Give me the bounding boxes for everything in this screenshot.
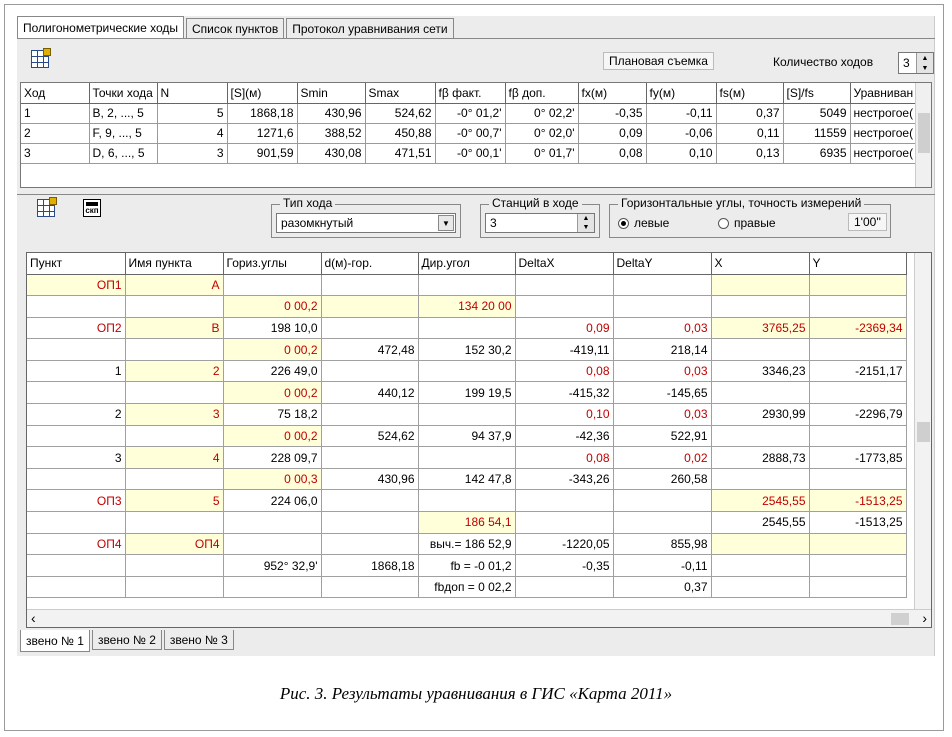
points-vscrollbar[interactable] xyxy=(914,253,931,611)
table-cell[interactable]: 0 00,2 xyxy=(223,382,321,404)
table-cell[interactable]: 0,13 xyxy=(716,143,783,163)
col-header[interactable]: X xyxy=(711,253,809,274)
table-cell[interactable]: 228 09,7 xyxy=(223,447,321,469)
table-cell[interactable]: 1868,18 xyxy=(227,103,297,123)
table-row[interactable] xyxy=(27,274,906,296)
route-type-group xyxy=(271,196,461,238)
table-cell[interactable]: 5 xyxy=(157,103,227,123)
table-cell[interactable]: 75 18,2 xyxy=(223,404,321,426)
table-row[interactable] xyxy=(27,447,906,469)
table-cell[interactable] xyxy=(711,425,809,447)
routes-table xyxy=(21,83,931,164)
table-row[interactable] xyxy=(27,555,906,577)
table-cell[interactable]: 430,96 xyxy=(297,103,365,123)
table-cell[interactable]: 952° 32,9' xyxy=(223,555,321,577)
table-cell[interactable]: ОП3 xyxy=(27,490,125,512)
points-hscrollbar[interactable] xyxy=(27,609,931,627)
table-cell[interactable]: 0,08 xyxy=(578,143,646,163)
table-cell[interactable] xyxy=(515,274,613,296)
table-cell[interactable]: 5049 xyxy=(783,103,850,123)
table-cell[interactable]: 0° 02,2' xyxy=(505,103,578,123)
table-cell[interactable] xyxy=(515,576,613,598)
table-cell[interactable] xyxy=(321,512,418,534)
points-table xyxy=(27,253,907,598)
table-cell[interactable] xyxy=(321,533,418,555)
table-cell[interactable] xyxy=(809,339,906,361)
table-cell[interactable]: -0,06 xyxy=(646,123,716,143)
table-cell[interactable]: B, 2, ..., 5 xyxy=(89,103,157,123)
table-cell[interactable]: 1868,18 xyxy=(321,555,418,577)
col-header[interactable]: fβ доп. xyxy=(505,83,578,103)
table-cell[interactable] xyxy=(223,512,321,534)
table-cell[interactable]: 430,08 xyxy=(297,143,365,163)
table-row[interactable] xyxy=(21,123,930,143)
table-cell[interactable]: 0 00,2 xyxy=(223,339,321,361)
table-cell[interactable]: 2545,55 xyxy=(711,512,809,534)
col-header[interactable]: [S](м) xyxy=(227,83,297,103)
tab-baseline xyxy=(17,38,935,39)
table-cell[interactable]: 0 00,3 xyxy=(223,468,321,490)
table-cell[interactable]: D, 6, ..., 5 xyxy=(89,143,157,163)
table-cell[interactable] xyxy=(321,296,418,318)
table-row[interactable] xyxy=(27,468,906,490)
table-cell[interactable]: 2 xyxy=(21,123,89,143)
table-cell[interactable]: -419,11 xyxy=(515,339,613,361)
table-cell[interactable]: 440,12 xyxy=(321,382,418,404)
table-cell[interactable] xyxy=(418,447,515,469)
col-header[interactable]: Smin xyxy=(297,83,365,103)
table-cell[interactable] xyxy=(125,339,223,361)
table-cell[interactable]: ОП4 xyxy=(125,533,223,555)
table-cell[interactable] xyxy=(809,555,906,577)
bottom-tabs xyxy=(20,630,236,652)
col-header[interactable]: [S]/fs xyxy=(783,83,850,103)
points-grid xyxy=(26,252,932,628)
table-cell[interactable]: 4 xyxy=(125,447,223,469)
table-cell[interactable]: 1 xyxy=(21,103,89,123)
table-cell[interactable]: 11559 xyxy=(783,123,850,143)
table-cell[interactable] xyxy=(809,576,906,598)
table-cell[interactable]: 0,10 xyxy=(646,143,716,163)
table-cell[interactable]: -0,35 xyxy=(515,555,613,577)
table-cell[interactable] xyxy=(27,339,125,361)
table-cell[interactable]: -42,36 xyxy=(515,425,613,447)
table-cell[interactable]: B xyxy=(125,317,223,339)
table-row[interactable] xyxy=(21,103,930,123)
dropdown-arrow-icon[interactable]: ▼ xyxy=(438,215,454,231)
table-cell[interactable]: 94 37,9 xyxy=(418,425,515,447)
table-cell[interactable]: 0 00,2 xyxy=(223,425,321,447)
tab-routes[interactable]: Полигонометрические ходы xyxy=(17,16,184,38)
spinner-arrows-icon[interactable]: ▲ ▼ xyxy=(916,53,933,73)
col-header[interactable]: Гориз.углы xyxy=(223,253,321,274)
tab-points-list[interactable]: Список пунктов xyxy=(186,18,284,38)
table-cell[interactable]: 218,14 xyxy=(613,339,711,361)
table-cell[interactable] xyxy=(613,274,711,296)
table-cell[interactable] xyxy=(223,576,321,598)
table-cell[interactable] xyxy=(27,512,125,534)
col-header[interactable]: Smax xyxy=(365,83,435,103)
table-cell[interactable] xyxy=(223,533,321,555)
table-cell[interactable]: 2 xyxy=(125,360,223,382)
table-cell[interactable]: 0,10 xyxy=(515,404,613,426)
stations-value: 3 xyxy=(490,216,497,230)
table-cell[interactable]: 0,02 xyxy=(613,447,711,469)
table-cell[interactable]: 3 xyxy=(27,447,125,469)
table-cell[interactable] xyxy=(515,296,613,318)
table-cell[interactable]: 471,51 xyxy=(365,143,435,163)
route-type-select[interactable] xyxy=(276,213,456,233)
col-header[interactable]: fβ факт. xyxy=(435,83,505,103)
radio-selected-icon xyxy=(618,218,629,229)
table-cell[interactable] xyxy=(809,468,906,490)
table-cell[interactable] xyxy=(125,555,223,577)
table-cell[interactable]: 3 xyxy=(157,143,227,163)
table-cell[interactable]: 186 54,1 xyxy=(418,512,515,534)
table-cell[interactable]: 3765,25 xyxy=(711,317,809,339)
spinner-arrows-icon[interactable]: ▲ ▼ xyxy=(577,214,594,232)
table-cell[interactable]: F, 9, ..., 5 xyxy=(89,123,157,143)
table-cell[interactable]: ОП1 xyxy=(27,274,125,296)
table-cell[interactable]: -0° 00,7' xyxy=(435,123,505,143)
table-cell[interactable]: -0,11 xyxy=(613,555,711,577)
table-cell[interactable]: 0,37 xyxy=(613,576,711,598)
figure-caption: Рис. 3. Результаты уравнивания в ГИС «Карта 2011» xyxy=(279,684,673,703)
table-cell[interactable]: 0° 01,7' xyxy=(505,143,578,163)
table-cell[interactable]: 3346,23 xyxy=(711,360,809,382)
table-cell[interactable]: -0° 00,1' xyxy=(435,143,505,163)
top-tabs xyxy=(17,16,456,38)
table-cell[interactable]: 472,48 xyxy=(321,339,418,361)
table-cell[interactable]: 0,08 xyxy=(515,447,613,469)
table-cell[interactable]: -0,35 xyxy=(578,103,646,123)
table-cell[interactable]: 0,08 xyxy=(515,360,613,382)
table-cell[interactable] xyxy=(418,404,515,426)
table-row[interactable] xyxy=(27,339,906,361)
table-cell[interactable]: 152 30,2 xyxy=(418,339,515,361)
table-cell[interactable] xyxy=(613,512,711,534)
table-cell[interactable]: -2296,79 xyxy=(809,404,906,426)
angles-group xyxy=(609,196,891,238)
points-header-row xyxy=(27,253,906,274)
table-cell[interactable]: нестрогое( xyxy=(850,103,930,123)
table-cell[interactable] xyxy=(321,490,418,512)
table-cell[interactable]: 142 47,8 xyxy=(418,468,515,490)
scroll-right-icon[interactable]: › xyxy=(922,610,927,626)
table-cell[interactable] xyxy=(418,317,515,339)
table-cell[interactable] xyxy=(711,533,809,555)
table-row[interactable] xyxy=(27,576,906,598)
table-cell[interactable] xyxy=(27,296,125,318)
table-cell[interactable]: -1220,05 xyxy=(515,533,613,555)
table-cell[interactable]: 6935 xyxy=(783,143,850,163)
table-cell[interactable]: 2888,73 xyxy=(711,447,809,469)
table-cell[interactable] xyxy=(223,274,321,296)
table-cell[interactable] xyxy=(125,382,223,404)
table-cell[interactable]: 260,58 xyxy=(613,468,711,490)
table-cell[interactable]: 855,98 xyxy=(613,533,711,555)
table-cell[interactable]: ОП2 xyxy=(27,317,125,339)
col-header[interactable]: d(м)-гор. xyxy=(321,253,418,274)
col-header[interactable]: DeltaY xyxy=(613,253,711,274)
table-cell[interactable]: 0,37 xyxy=(716,103,783,123)
table-cell[interactable]: -1513,25 xyxy=(809,512,906,534)
table-cell[interactable]: -415,32 xyxy=(515,382,613,404)
table-row[interactable] xyxy=(27,512,906,534)
stations-group xyxy=(480,196,600,238)
table-cell[interactable]: 0,11 xyxy=(716,123,783,143)
table-cell[interactable] xyxy=(515,490,613,512)
col-header[interactable]: Y xyxy=(809,253,906,274)
route-type-value: разомкнутый xyxy=(281,216,354,230)
radio-unselected-icon xyxy=(718,218,729,229)
table-cell[interactable]: A xyxy=(125,274,223,296)
routes-count-label: Количество ходов xyxy=(773,55,874,69)
col-header[interactable]: fx(м) xyxy=(578,83,646,103)
table-cell[interactable] xyxy=(27,468,125,490)
table-cell[interactable]: 0 00,2 xyxy=(223,296,321,318)
table-cell[interactable]: 0,03 xyxy=(613,360,711,382)
tab-link-3[interactable]: звено № 3 xyxy=(164,630,234,650)
table-cell[interactable]: 388,52 xyxy=(297,123,365,143)
col-header[interactable]: Имя пункта xyxy=(125,253,223,274)
table-cell[interactable]: нестрогое( xyxy=(850,143,930,163)
table-cell[interactable]: нестрогое( xyxy=(850,123,930,143)
col-header[interactable]: N xyxy=(157,83,227,103)
table-row[interactable] xyxy=(27,360,906,382)
table-cell[interactable]: 3 xyxy=(21,143,89,163)
accuracy-field[interactable]: 1'00'' xyxy=(848,213,887,231)
table-cell[interactable]: 2545,55 xyxy=(711,490,809,512)
table-cell[interactable] xyxy=(809,296,906,318)
col-header[interactable]: fy(м) xyxy=(646,83,716,103)
table-cell[interactable] xyxy=(125,468,223,490)
table-cell[interactable] xyxy=(711,296,809,318)
routes-vscrollbar[interactable] xyxy=(915,83,931,187)
table-cell[interactable]: 134 20 00 xyxy=(418,296,515,318)
stations-label: Станций в ходе xyxy=(489,196,582,210)
table-cell[interactable]: 430,96 xyxy=(321,468,418,490)
table-cell[interactable] xyxy=(321,317,418,339)
table-cell[interactable]: 450,88 xyxy=(365,123,435,143)
right-angles-radio[interactable] xyxy=(718,216,776,230)
col-header[interactable]: Точки хода xyxy=(89,83,157,103)
table-cell[interactable]: -1513,25 xyxy=(809,490,906,512)
table-cell[interactable] xyxy=(711,382,809,404)
table-cell[interactable]: 1 xyxy=(27,360,125,382)
table-cell[interactable] xyxy=(125,512,223,534)
table-cell[interactable]: 2 xyxy=(27,404,125,426)
angles-label: Горизонтальные углы, точность измерений xyxy=(618,196,864,210)
table-row[interactable] xyxy=(27,490,906,512)
table-cell[interactable] xyxy=(711,274,809,296)
table-cell[interactable] xyxy=(27,576,125,598)
table-cell[interactable]: 3 xyxy=(125,404,223,426)
table-cell[interactable]: 522,91 xyxy=(613,425,711,447)
tab-link-2[interactable]: звено № 2 xyxy=(92,630,162,650)
stations-spinner[interactable] xyxy=(485,213,595,233)
table-row[interactable] xyxy=(27,404,906,426)
table-cell[interactable] xyxy=(711,576,809,598)
col-header[interactable]: DeltaX xyxy=(515,253,613,274)
app-window xyxy=(17,16,935,656)
routes-count-spinner[interactable] xyxy=(898,52,934,74)
table-cell[interactable] xyxy=(125,425,223,447)
table-row[interactable] xyxy=(27,317,906,339)
table-cell[interactable]: 199 19,5 xyxy=(418,382,515,404)
table-cell[interactable] xyxy=(27,425,125,447)
table-cell[interactable]: -145,65 xyxy=(613,382,711,404)
table-row[interactable] xyxy=(27,296,906,318)
route-type-label: Тип хода xyxy=(280,196,335,210)
table-cell[interactable]: 226 49,0 xyxy=(223,360,321,382)
table-cell[interactable] xyxy=(613,296,711,318)
table-cell[interactable] xyxy=(321,447,418,469)
table-settings-icon[interactable] xyxy=(31,50,49,68)
table-cell[interactable]: 4 xyxy=(157,123,227,143)
table-cell[interactable]: ОП4 xyxy=(27,533,125,555)
table-cell[interactable]: 524,62 xyxy=(365,103,435,123)
routes-count-value: 3 xyxy=(903,56,910,70)
table-cell[interactable] xyxy=(125,576,223,598)
table-cell[interactable]: 0,03 xyxy=(613,404,711,426)
table-cell[interactable]: -343,26 xyxy=(515,468,613,490)
table-cell[interactable] xyxy=(809,425,906,447)
table-cell[interactable]: 0,03 xyxy=(613,317,711,339)
section-separator xyxy=(17,194,935,195)
table-cell[interactable]: -1773,85 xyxy=(809,447,906,469)
skp-export-icon[interactable]: скп xyxy=(83,199,101,217)
table-cell[interactable] xyxy=(321,576,418,598)
col-header[interactable]: Уравниван xyxy=(850,83,930,103)
table-cell[interactable] xyxy=(711,555,809,577)
table-cell[interactable]: fb = -0 01,2 xyxy=(418,555,515,577)
table-cell[interactable] xyxy=(809,382,906,404)
table-cell[interactable]: 0,09 xyxy=(515,317,613,339)
left-angles-label: левые xyxy=(634,216,670,230)
table-cell[interactable] xyxy=(809,533,906,555)
table-cell[interactable]: -0° 01,2' xyxy=(435,103,505,123)
routes-header-row xyxy=(21,83,930,103)
col-header[interactable]: Ход xyxy=(21,83,89,103)
right-angles-label: правые xyxy=(734,216,776,230)
table-cell[interactable]: выч.= 186 52,9 xyxy=(418,533,515,555)
table-cell[interactable] xyxy=(321,274,418,296)
table-cell[interactable] xyxy=(515,512,613,534)
col-header[interactable]: Дир.угол xyxy=(418,253,515,274)
table-cell[interactable] xyxy=(418,490,515,512)
table-row[interactable] xyxy=(27,425,906,447)
table-cell[interactable]: 198 10,0 xyxy=(223,317,321,339)
table-cell[interactable] xyxy=(809,274,906,296)
left-angles-radio[interactable] xyxy=(618,216,669,230)
table-cell[interactable] xyxy=(711,339,809,361)
col-header[interactable]: Пункт xyxy=(27,253,125,274)
table-cell[interactable]: 1271,6 xyxy=(227,123,297,143)
table-cell[interactable]: 901,59 xyxy=(227,143,297,163)
table-cell[interactable]: fbдоп = 0 02,2 xyxy=(418,576,515,598)
table-cell[interactable] xyxy=(418,360,515,382)
table-cell[interactable]: 0° 02,0' xyxy=(505,123,578,143)
table-cell[interactable] xyxy=(27,555,125,577)
table-cell[interactable] xyxy=(321,360,418,382)
scroll-left-icon[interactable]: ‹ xyxy=(31,610,36,626)
table-cell[interactable]: -2151,17 xyxy=(809,360,906,382)
routes-grid xyxy=(20,82,932,188)
survey-type-label: Плановая съемка xyxy=(603,52,714,70)
tab-adjustment-protocol[interactable]: Протокол уравнивания сети xyxy=(286,18,453,38)
table-cell[interactable]: 524,62 xyxy=(321,425,418,447)
table-cell[interactable]: 5 xyxy=(125,490,223,512)
table-cell[interactable] xyxy=(418,274,515,296)
table-cell[interactable]: -2369,34 xyxy=(809,317,906,339)
table-cell[interactable]: 2930,99 xyxy=(711,404,809,426)
table-cell[interactable]: 224 06,0 xyxy=(223,490,321,512)
table-row[interactable] xyxy=(27,533,906,555)
col-header[interactable]: fs(м) xyxy=(716,83,783,103)
tab-link-1[interactable]: звено № 1 xyxy=(20,630,90,652)
table-row[interactable] xyxy=(21,143,930,163)
table-cell[interactable] xyxy=(613,490,711,512)
table-cell[interactable] xyxy=(27,382,125,404)
grid-edit-icon[interactable] xyxy=(37,199,55,217)
table-cell[interactable]: -0,11 xyxy=(646,103,716,123)
table-row[interactable] xyxy=(27,382,906,404)
table-cell[interactable] xyxy=(711,468,809,490)
table-cell[interactable] xyxy=(321,404,418,426)
table-cell[interactable] xyxy=(125,296,223,318)
table-cell[interactable]: 0,09 xyxy=(578,123,646,143)
